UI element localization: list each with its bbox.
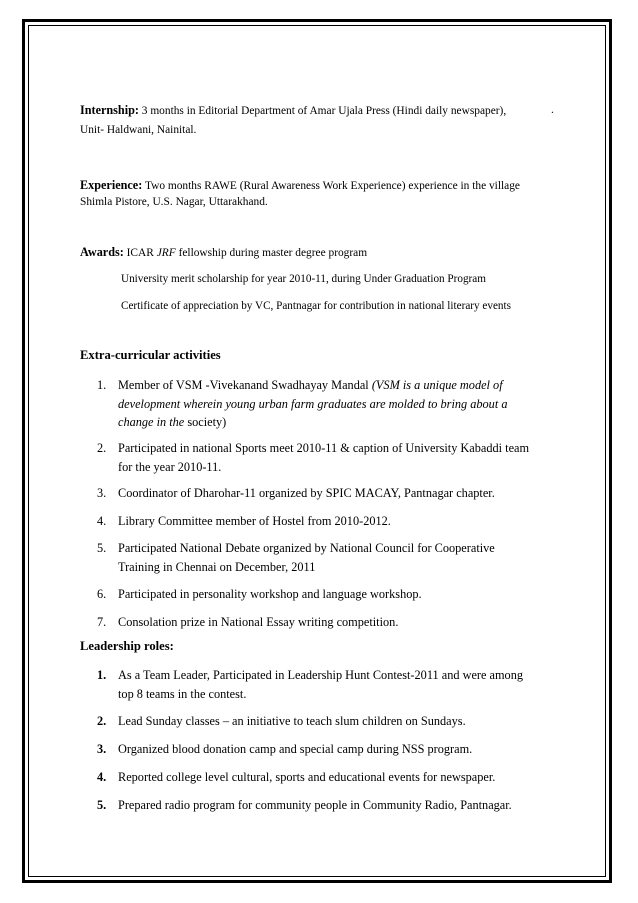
extra-item-2-line2: for the year 2010-11. <box>118 459 222 474</box>
extra-item-2 <box>118 439 558 476</box>
extra-item-6-num: 6. <box>97 587 107 601</box>
internship-section <box>80 100 560 121</box>
internship-line1: 3 months in Editorial Department of Amar Ujala Press (Hindi daily newspaper), <box>141 105 507 117</box>
extra-item-3: Coordinator of Dharohar-11 organized by SPIC MACAY, Pantnagar chapter. <box>118 486 495 500</box>
extra-item-1 <box>118 376 558 432</box>
extra-item-4-num: 4. <box>97 514 107 528</box>
internship-line2: Unit- Haldwani, Nainital. <box>80 124 197 136</box>
experience-line1: Two months RAWE (Rural Awareness Work Experience) experience in the village <box>144 180 520 192</box>
extra-item-1-ital-c: change in the <box>118 415 185 429</box>
leadership-item-2: Lead Sunday classes – an initiative to teach slum children on Sundays. <box>118 714 466 728</box>
experience-line2: Shimla Pistore, U.S. Nagar, Uttarakhand. <box>80 196 268 208</box>
award-item-2: University merit scholarship for year 2010-11, during Under Graduation Program <box>121 273 486 285</box>
leadership-item-3-num: 3. <box>97 742 107 756</box>
extra-item-1-num: 1. <box>97 378 107 392</box>
extra-item-5-line2: Training in Chennai on December, 2011 <box>118 559 316 574</box>
extra-item-4: Library Committee member of Hostel from 2010-2012. <box>118 514 391 528</box>
awards-section <box>80 242 560 263</box>
extra-item-1-ital-a: (VSM is a unique model of <box>371 378 503 392</box>
extra-item-1-pre: Member of VSM -Vivekanand Swadhayay Mandal <box>118 378 369 392</box>
leadership-item-5-num: 5. <box>97 798 107 812</box>
extra-item-2-line1: Participated in national Sports meet 2010-11 & caption of University Kabaddi team <box>118 441 530 455</box>
experience-label: Experience: <box>80 178 143 192</box>
extra-item-1-ital-b: development wherein young urban farm graduates are molded to bring about a <box>118 396 508 411</box>
award-item-3: Certificate of appreciation by VC, Pantnagar for contribution in national literary events <box>121 300 511 312</box>
extra-item-3-num: 3. <box>97 486 107 500</box>
leadership-item-1-line2: top 8 teams in the contest. <box>118 686 247 701</box>
extra-item-5-line1: Participated National Debate organized by National Council for Cooperative <box>118 541 495 555</box>
extra-heading: Extra-curricular activities <box>80 348 221 362</box>
awards-first-post: fellowship during master degree program <box>178 247 368 259</box>
leadership-item-1-num: 1. <box>97 668 107 682</box>
leadership-item-4: Reported college level cultural, sports and educational events for newspaper. <box>118 770 496 784</box>
internship-label: Internship: <box>80 103 139 117</box>
leadership-heading: Leadership roles: <box>80 639 174 653</box>
leadership-item-2-num: 2. <box>97 714 107 728</box>
extra-item-1-post: society) <box>187 415 227 429</box>
awards-first-ital: JRF <box>156 247 176 259</box>
leadership-item-1 <box>118 666 558 703</box>
leadership-item-1-line1: As a Team Leader, Participated in Leadership Hunt Contest-2011 and were among <box>118 668 523 682</box>
extra-item-2-num: 2. <box>97 441 107 455</box>
internship-dot: . <box>551 104 554 116</box>
awards-first-pre: ICAR <box>126 247 154 259</box>
extra-item-5 <box>118 539 558 576</box>
extra-item-5-num: 5. <box>97 541 107 555</box>
leadership-item-5: Prepared radio program for community people in Community Radio, Pantnagar. <box>118 798 512 812</box>
extra-item-7: Consolation prize in National Essay writing competition. <box>118 615 399 629</box>
leadership-item-4-num: 4. <box>97 770 107 784</box>
extra-item-7-num: 7. <box>97 615 107 629</box>
awards-label: Awards: <box>80 245 124 259</box>
extra-item-6: Participated in personality workshop and language workshop. <box>118 587 422 601</box>
leadership-item-3: Organized blood donation camp and special camp during NSS program. <box>118 742 473 756</box>
